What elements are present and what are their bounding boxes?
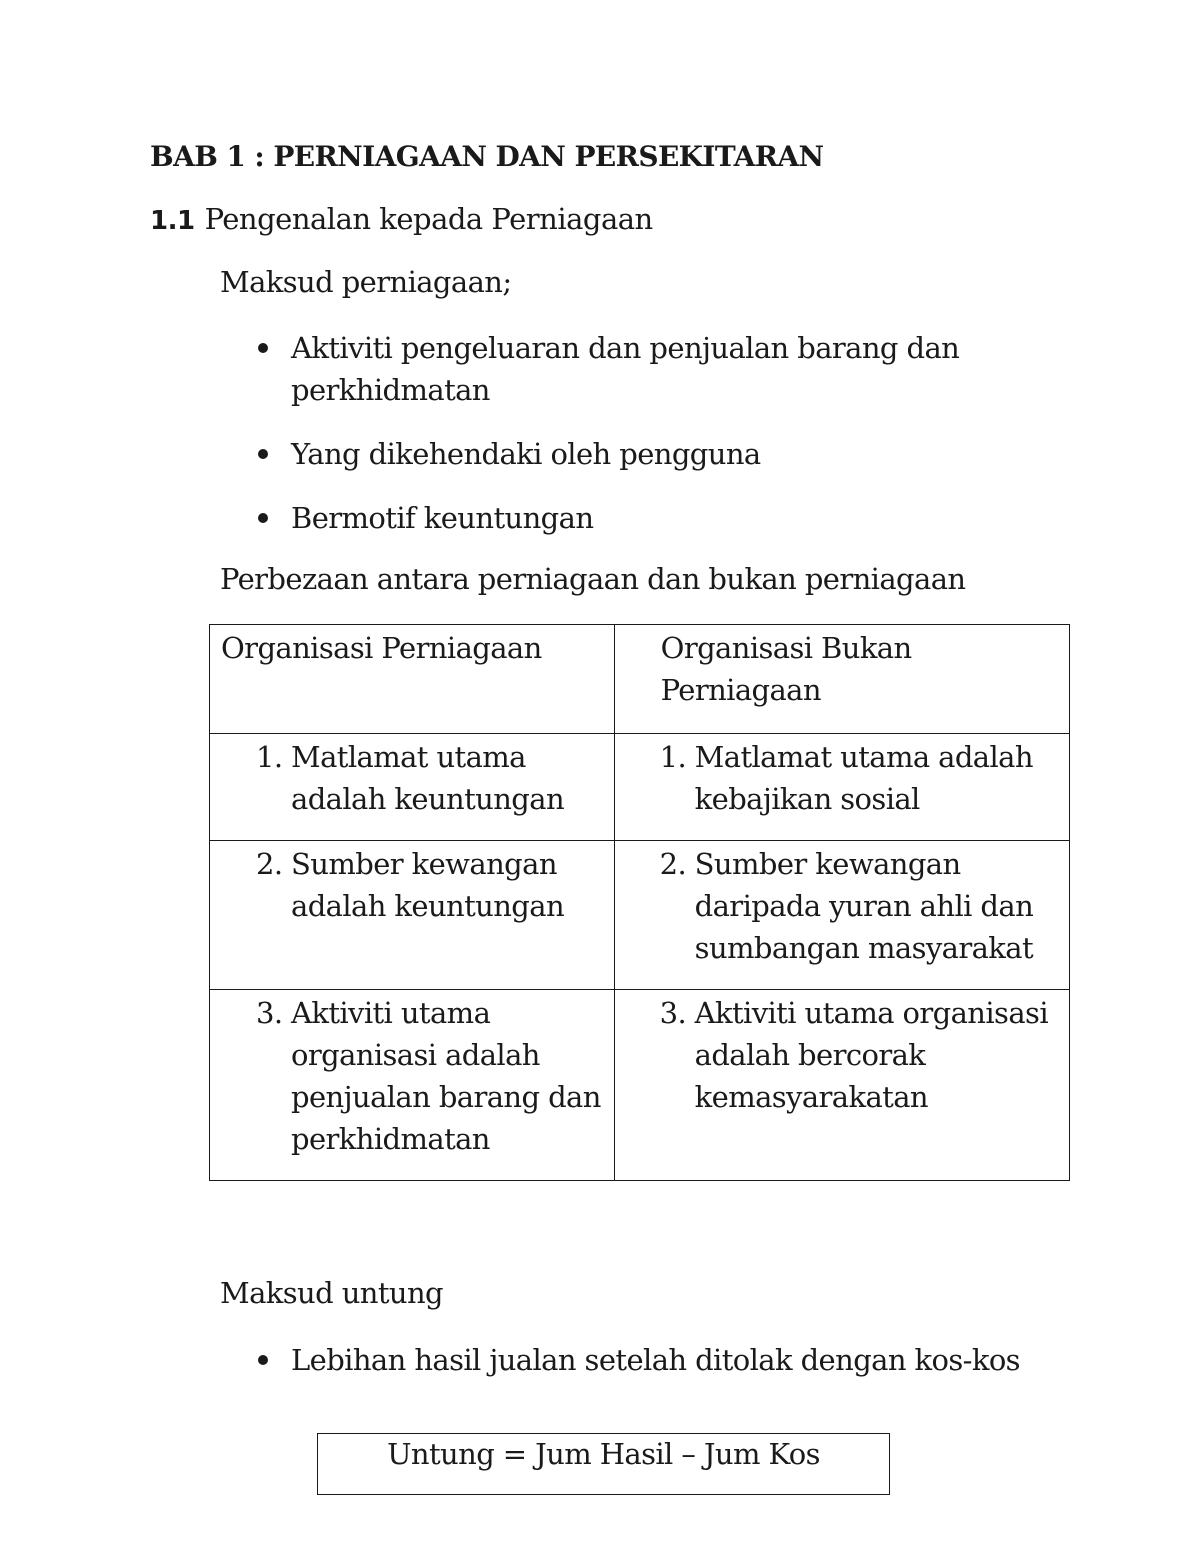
bullet-icon xyxy=(258,1355,268,1365)
business-meaning-heading: Maksud perniagaan; xyxy=(220,265,512,299)
table-row xyxy=(210,990,1070,1181)
list-item xyxy=(220,433,980,475)
item-number: 3. xyxy=(256,996,283,1030)
profit-meaning-list xyxy=(220,1339,1120,1403)
list-item xyxy=(220,327,980,411)
comparison-table xyxy=(209,624,1070,1181)
section-title: Pengenalan kepada Perniagaan xyxy=(204,202,653,236)
section-number: 1.1 xyxy=(150,206,195,236)
column-header-business: Organisasi Perniagaan xyxy=(210,625,615,734)
bullet-icon xyxy=(258,343,268,353)
chapter-title: BAB 1 : PERNIAGAAN DAN PERSEKITARAN xyxy=(150,140,824,173)
cell-text: Aktiviti utama organisasi adalah penjualan barang dan perkhidmatan xyxy=(291,996,601,1156)
table-cell xyxy=(614,734,1069,841)
table-cell xyxy=(210,734,615,841)
list-item-text: Aktiviti pengeluaran dan penjualan barang dan perkhidmatan xyxy=(291,331,960,407)
table-cell xyxy=(210,841,615,990)
cell-text: Sumber kewangan adalah keuntungan xyxy=(291,847,565,923)
cell-text: Matlamat utama adalah kebajikan sosial xyxy=(694,740,1033,816)
comparison-heading: Perbezaan antara perniagaan dan bukan perniagaan xyxy=(220,562,966,596)
section-heading xyxy=(150,202,653,236)
item-number: 3. xyxy=(659,996,687,1030)
item-number: 1. xyxy=(256,740,283,774)
bullet-icon xyxy=(258,449,268,459)
item-number: 1. xyxy=(659,740,687,774)
table-header-row xyxy=(210,625,1070,734)
item-number: 2. xyxy=(256,847,283,881)
table-cell xyxy=(614,841,1069,990)
list-item-text: Yang dikehendaki oleh pengguna xyxy=(291,437,761,471)
cell-text: Matlamat utama adalah keuntungan xyxy=(291,740,565,816)
column-header-non-business: Organisasi Bukan Perniagaan xyxy=(614,625,1069,734)
list-item xyxy=(220,497,980,539)
list-item-text: Lebihan hasil jualan setelah ditolak dengan kos-kos xyxy=(291,1343,1020,1377)
business-meaning-list xyxy=(220,327,980,561)
profit-meaning-heading: Maksud untung xyxy=(220,1276,444,1310)
profit-formula-box: Untung = Jum Hasil – Jum Kos xyxy=(317,1433,890,1495)
list-item-text: Bermotif keuntungan xyxy=(291,501,594,535)
list-item xyxy=(220,1339,1120,1381)
cell-text: Sumber kewangan daripada yuran ahli dan sumbangan masyarakat xyxy=(694,847,1034,965)
item-number: 2. xyxy=(659,847,687,881)
table-cell xyxy=(614,990,1069,1181)
table-row xyxy=(210,734,1070,841)
table-cell xyxy=(210,990,615,1181)
cell-text: Aktiviti utama organisasi adalah bercorak kemasyarakatan xyxy=(694,996,1048,1114)
bullet-icon xyxy=(258,513,268,523)
table-row xyxy=(210,841,1070,990)
